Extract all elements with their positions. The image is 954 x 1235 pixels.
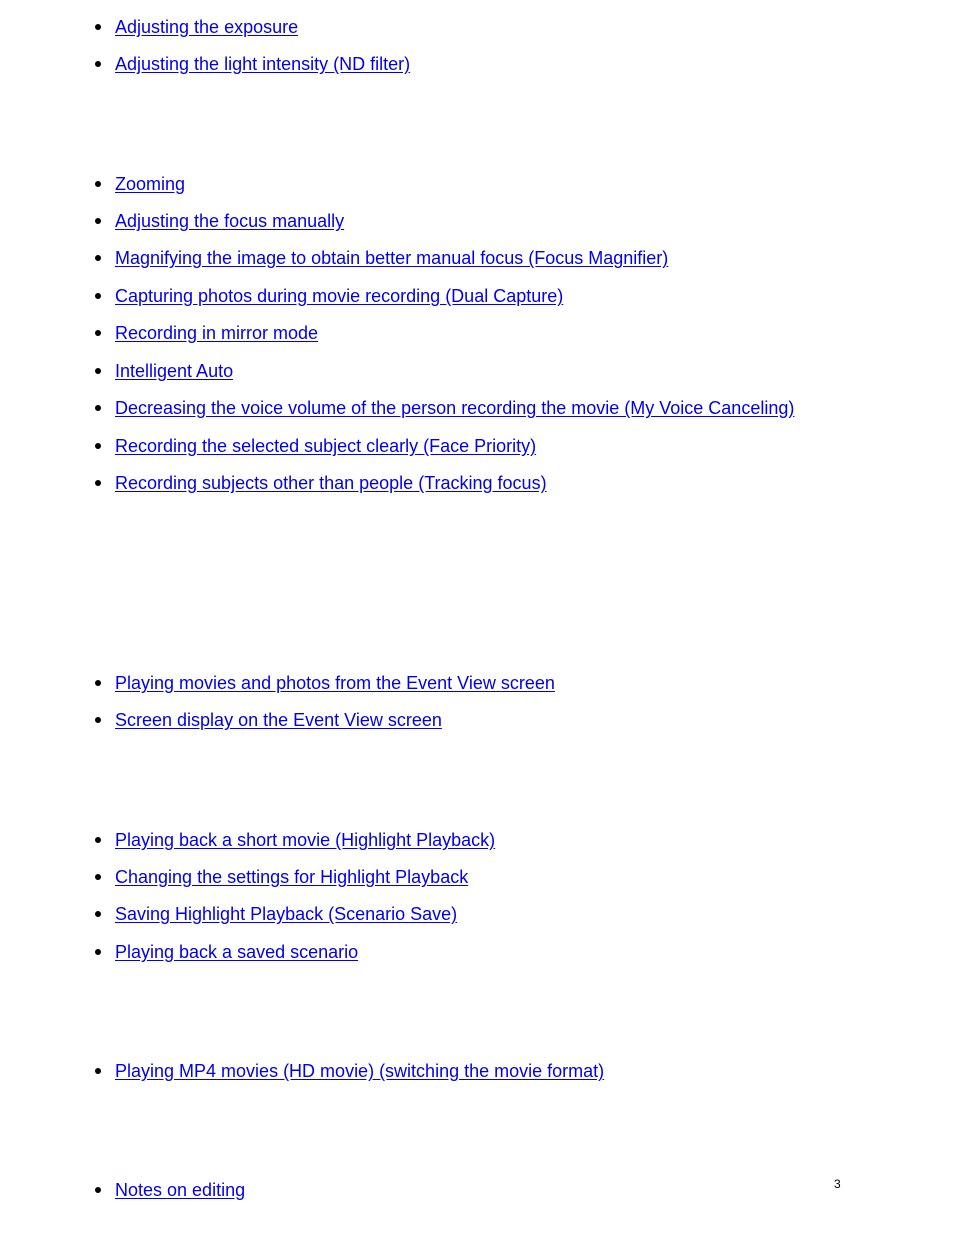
link-scenario-save[interactable]: Saving Highlight Playback (Scenario Save) (115, 904, 458, 924)
link-nd-filter[interactable]: Adjusting the light intensity (ND filter) (115, 54, 411, 74)
link-tracking-focus[interactable]: Recording subjects other than people (Tracking focus) (115, 473, 547, 493)
bullet (95, 24, 101, 30)
link-adjusting-exposure[interactable]: Adjusting the exposure (115, 17, 299, 37)
link-mp4-movies[interactable]: Playing MP4 movies (HD movie) (switching the movie format) (115, 1061, 605, 1081)
link-highlight-settings[interactable]: Changing the settings for Highlight Playback (115, 867, 469, 887)
link-event-view-playing[interactable]: Playing movies and photos from the Event View screen (115, 673, 555, 693)
link-my-voice-canceling[interactable]: Decreasing the voice volume of the person recording the movie (My Voice Canceling) (115, 398, 795, 418)
link-focus-manually[interactable]: Adjusting the focus manually (115, 211, 345, 231)
page-number: 3 (834, 1177, 841, 1191)
bullet (95, 443, 101, 449)
link-intelligent-auto[interactable]: Intelligent Auto (115, 361, 234, 381)
bullet (95, 874, 101, 880)
link-mirror-mode[interactable]: Recording in mirror mode (115, 323, 319, 343)
bullet (95, 368, 101, 374)
link-focus-magnifier[interactable]: Magnifying the image to obtain better manual focus (Focus Magnifier) (115, 248, 669, 268)
bullet (95, 680, 101, 686)
bullet (95, 218, 101, 224)
link-event-view-display[interactable]: Screen display on the Event View screen (115, 710, 442, 730)
link-highlight-playback[interactable]: Playing back a short movie (Highlight Playback) (115, 830, 496, 850)
bullet (95, 181, 101, 187)
link-notes-on-editing[interactable]: Notes on editing (115, 1180, 246, 1200)
bullet (95, 330, 101, 336)
bullet (95, 293, 101, 299)
link-face-priority[interactable]: Recording the selected subject clearly (Face Priority) (115, 436, 537, 456)
bullet (95, 949, 101, 955)
link-saved-scenario[interactable]: Playing back a saved scenario (115, 942, 359, 962)
bullet (95, 61, 101, 67)
bullet (95, 837, 101, 843)
link-dual-capture[interactable]: Capturing photos during movie recording (Dual Capture) (115, 286, 564, 306)
bullet (95, 1068, 101, 1074)
bullet (95, 911, 101, 917)
bullet (95, 1187, 101, 1193)
bullet (95, 255, 101, 261)
bullet (95, 480, 101, 486)
link-zooming[interactable]: Zooming (115, 174, 186, 194)
bullet (95, 405, 101, 411)
bullet (95, 717, 101, 723)
